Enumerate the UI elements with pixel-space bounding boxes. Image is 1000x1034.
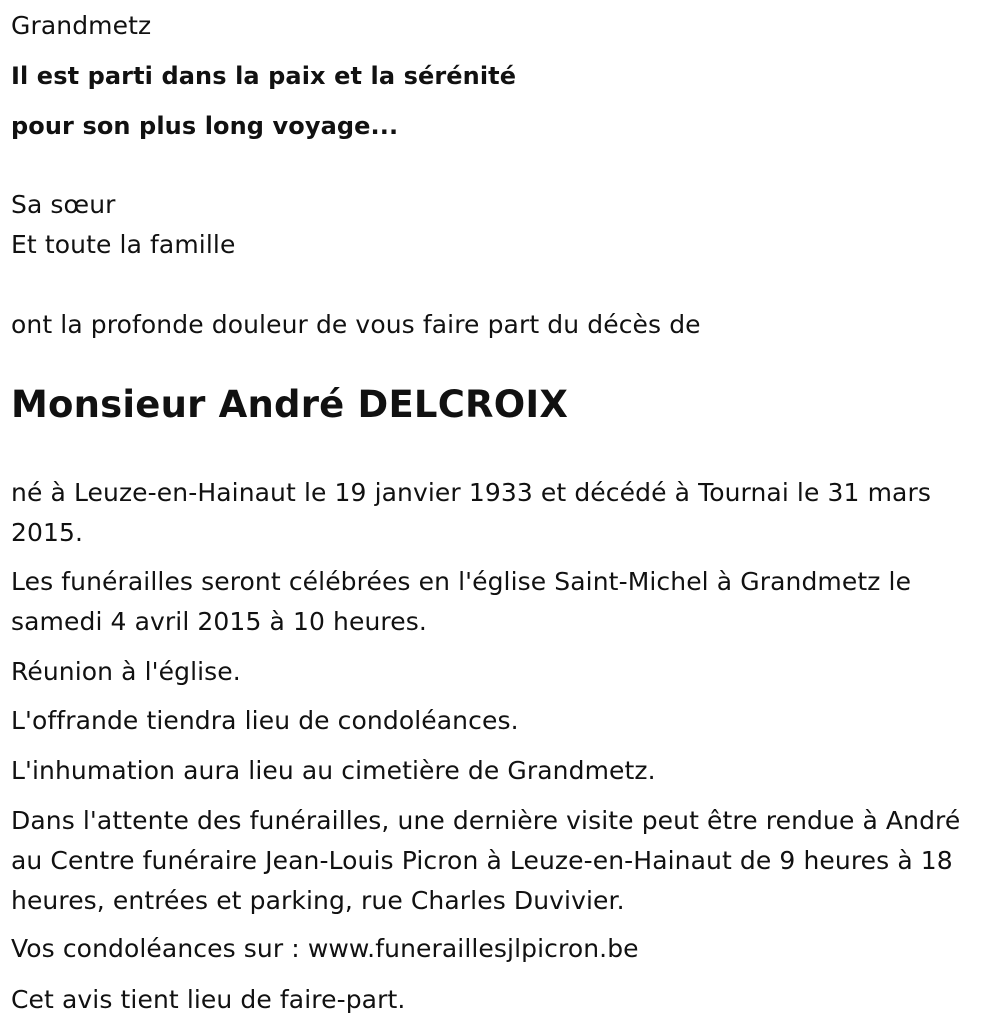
condolences-text: Vos condoléances sur : www.funeraillesjlpicron.be bbox=[11, 934, 639, 963]
verse-line-1: Il est parti dans la paix et la sérénité bbox=[11, 62, 517, 90]
family-line-2: Et toute la famille bbox=[11, 230, 236, 259]
funeral-text: Les funérailles seront célébrées en l'église Saint-Michel à Grandmetz le samedi 4 avril 2015 à 10 heures. bbox=[11, 567, 912, 636]
family-line-1: Sa sœur bbox=[11, 190, 116, 219]
notice-footer-text: Cet avis tient lieu de faire-part. bbox=[11, 985, 406, 1014]
verse-line-2: pour son plus long voyage... bbox=[11, 112, 399, 140]
location-text: Grandmetz bbox=[11, 11, 152, 40]
birth-death-text: né à Leuze-en-Hainaut le 19 janvier 1933 et décédé à Tournai le 31 mars 2015. bbox=[11, 478, 931, 547]
visit-text: Dans l'attente des funérailles, une dernière visite peut être rendue à André au Centre funéraire Jean-Louis Picron à Leuze-en-Hainaut de 9 heures à 18 heures, entrées et parking, rue Charles Duvivier. bbox=[11, 806, 961, 915]
offering-text: L'offrande tiendra lieu de condoléances. bbox=[11, 706, 519, 735]
deceased-name: Monsieur André DELCROIX bbox=[11, 383, 569, 426]
meeting-text: Réunion à l'église. bbox=[11, 657, 241, 686]
announcement-text: ont la profonde douleur de vous faire part du décès de bbox=[11, 310, 701, 339]
burial-text: L'inhumation aura lieu au cimetière de Grandmetz. bbox=[11, 756, 656, 785]
